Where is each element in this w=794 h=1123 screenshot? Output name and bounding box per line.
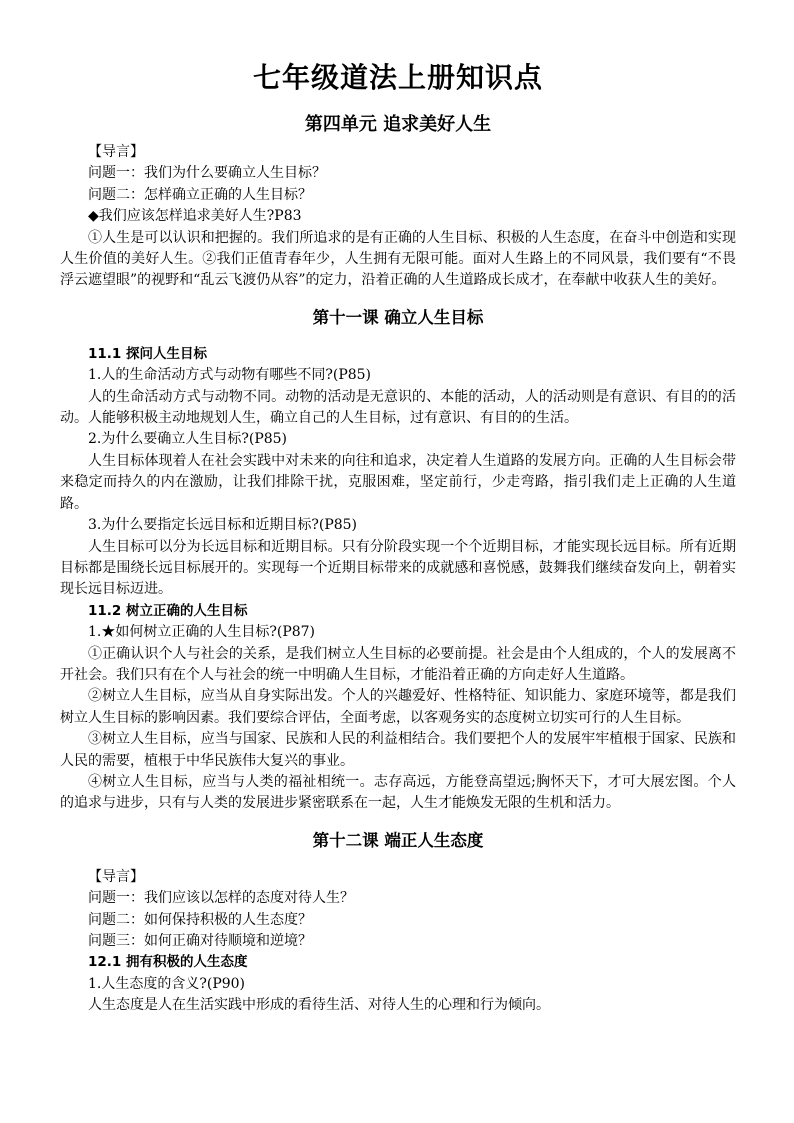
section-11-2-title: 11.2 树立正确的人生目标 [88, 602, 248, 619]
section-11-1-question-2: 2.为什么要确立人生目标?(P85) [88, 431, 288, 448]
lesson-12-question-2: 问题二：如何保持积极的人生态度？ [88, 911, 312, 928]
section-11-2-answer-2: ②树立人生目标，应当从自身实际出发。个人的兴趣爱好、性格特征、知识能力、家庭环境等，都是我们树立人生目标的影响因素。我们要综合评估，全面考虑，以客观务实的态度树立切实可行的人生目标。 [60, 688, 736, 726]
intro-question-3: ◆我们应该怎样追求美好人生?P83 [88, 208, 302, 225]
section-11-2-answer-3: ③树立人生目标，应当与国家、民族和人民的利益相结合。我们要把个人的发展牢牢植根于国家、民族和人民的需要，植根于中华民族伟大复兴的事业。 [60, 731, 736, 769]
document-title: 七年级道法上册知识点 [252, 61, 543, 94]
section-12-1-answer-1: 人生态度是人在生活实践中形成的看待生活、对待人生的心理和行为倾向。 [88, 997, 550, 1014]
section-12-1-title: 12.1 拥有积极的人生态度 [88, 954, 248, 971]
section-12-1-question-1: 1.人生态度的含义?(P90) [88, 975, 246, 992]
section-11-1-question-1: 1.人的生命活动方式与动物有哪些不同?(P85) [88, 367, 372, 384]
section-11-1-question-3: 3.为什么要指定长远目标和近期目标?(P85) [88, 517, 358, 534]
section-11-1-answer-2: 人生目标体现着人在社会实践中对未来的向往和追求，决定着人生道路的发展方向。正确的人生目标会带来稳定而持久的内在激励，让我们排除干扰，克服困难，坚定前行，少走弯路，指引我们走上正确的人生道路。 [60, 452, 736, 512]
intro-question-1: 问题一：我们为什么要确立人生目标？ [88, 165, 326, 182]
lesson-12-title: 第十二课 端正人生态度 [312, 830, 484, 850]
intro-question-2: 问题二：怎样确立正确的人生目标？ [88, 186, 312, 203]
intro-paragraph: ①人生是可以认识和把握的。我们所追求的是有正确的人生目标、积极的人生态度，在奋斗中创造和实现人生价值的美好人生。②我们正值青春年少，人生拥有无限可能。面对人生路上的不同风景，我们要有“不畏浮云遮望眼”的视野和“乱云飞渡仍从容”的定力，沿着正确的人生道路成长成才，在奉献中收获人生的美好。 [60, 229, 736, 289]
lesson-12-question-1: 问题一：我们应该以怎样的态度对待人生？ [88, 890, 354, 907]
section-11-2-question-1: 1.★如何树立正确的人生目标?(P87) [88, 624, 316, 641]
section-11-1-answer-1: 人的生命活动方式与动物不同。动物的活动是无意识的、本能的活动，人的活动则是有意识、有目的的活动。人能够积极主动地规划人生，确立自己的人生目标，过有意识、有目的的生活。 [60, 388, 736, 427]
lesson-12-question-3: 问题三：如何正确对待顺境和逆境？ [88, 933, 312, 949]
lesson-11-title: 第十一课 确立人生目标 [312, 307, 484, 327]
unit-title: 第四单元 追求美好人生 [304, 114, 492, 135]
section-11-1-answer-3: 人生目标可以分为长远目标和近期目标。只有分阶段实现一个个近期目标，才能实现长远目标。所有近期目标都是围绕长远目标展开的。实现每一个近期目标带来的成就感和喜悦感，鼓舞我们继续奋发向上，朝着实现长远目标迈进。 [60, 538, 736, 598]
document-page [60, 58, 736, 1017]
lesson-12-intro-heading: 【导言】 [88, 868, 144, 885]
intro-heading: 【导言】 [88, 144, 144, 160]
section-11-2-answer-1: ①正确认识个人与社会的关系，是我们树立人生目标的必要前提。社会是由个人组成的，个人的发展离不开社会。我们只有在个人与社会的统一中明确人生目标，才能沿着正确的方向走好人生道路。 [60, 645, 736, 683]
section-11-2-answer-4: ④树立人生目标，应当与人类的福祉相统一。志存高远，方能登高望远;胸怀天下，才可大展宏图。个人的追求与进步，只有与人类的发展进步紧密联系在一起，人生才能焕发无限的生机和活力。 [60, 773, 736, 812]
section-11-1-title: 11.1 探问人生目标 [88, 345, 208, 362]
